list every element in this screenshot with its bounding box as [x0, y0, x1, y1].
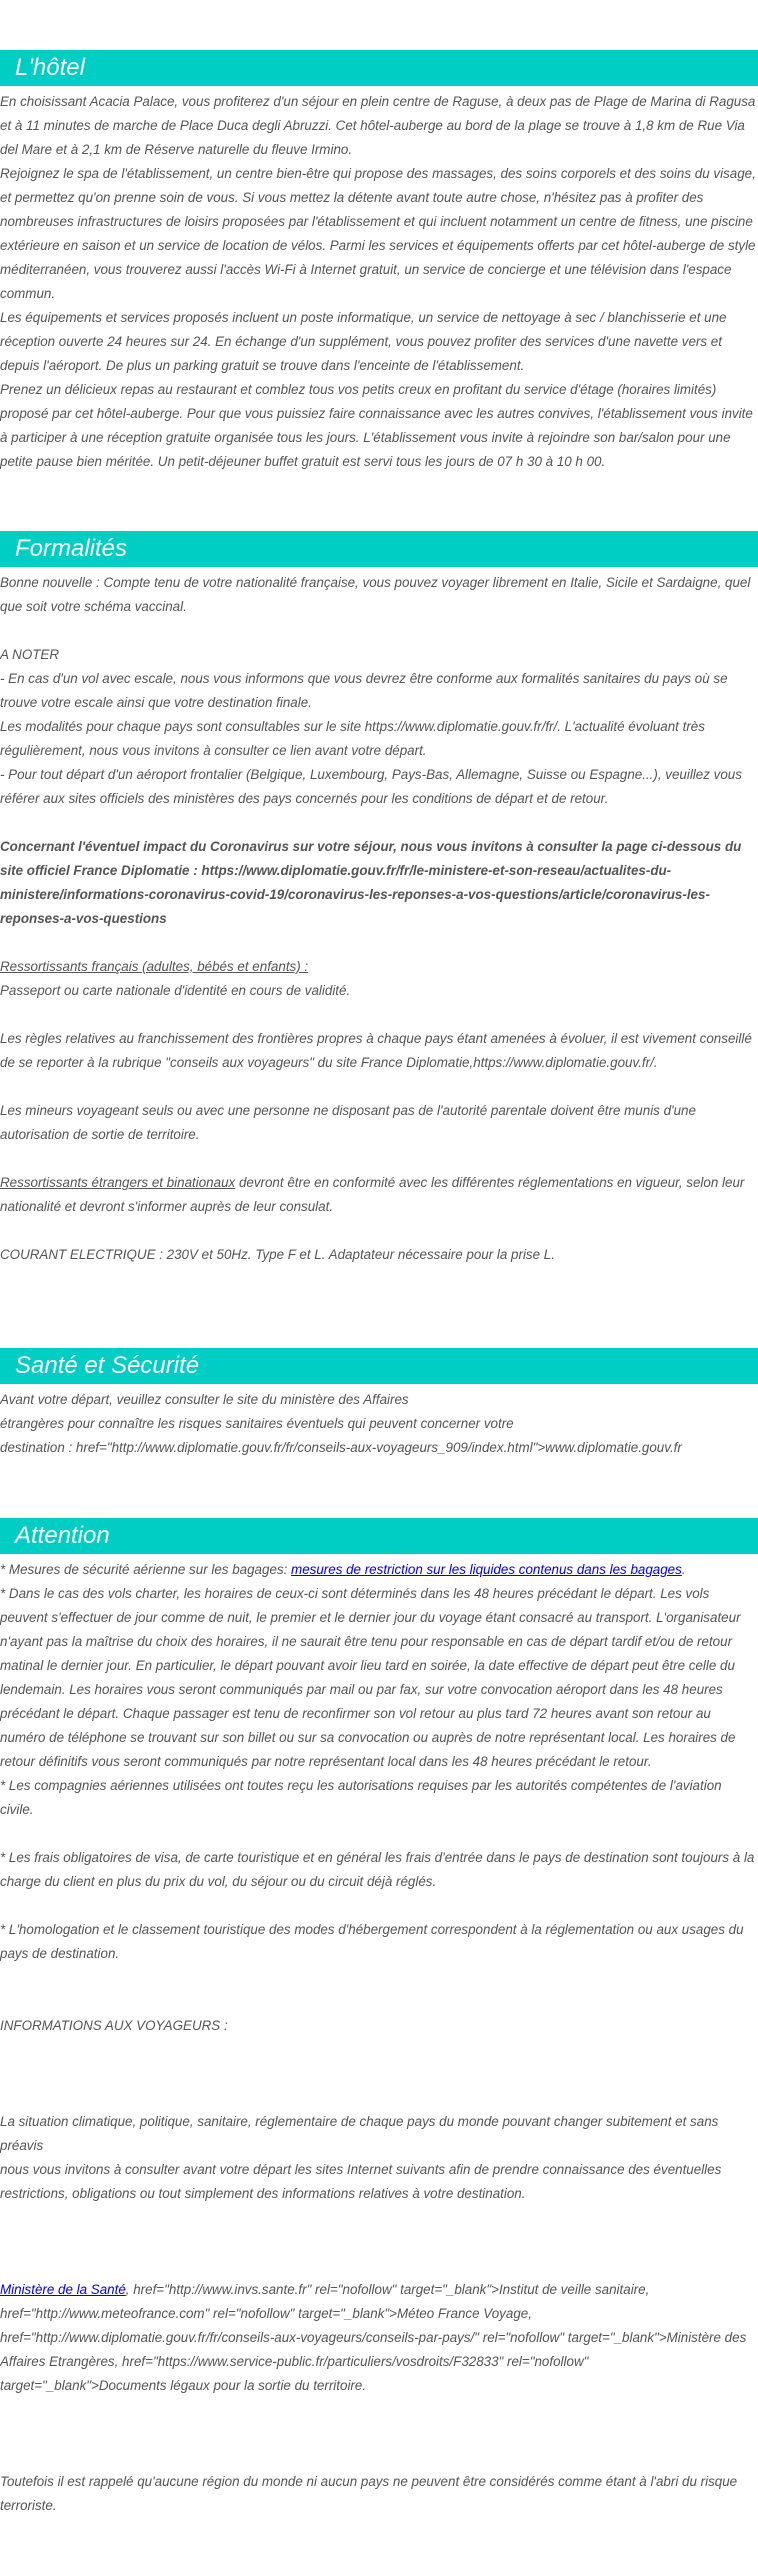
- sante-section: [0, 1348, 758, 1460]
- attention-sites-text: , href="http://www.invs.sante.fr" rel="nofollow" target="_blank">Institut de veille sanitaire, href="http://www.meteofrance.com" rel="nofollow" target="_blank">Méteo France Voyage, href="http://www.diplomatie.gouv.fr/fr/conseils-aux-voyageurs/conseils-par-pays/" rel="nofollow" target="_blank">Ministère des Affaires Etrangères, href="https://www.service-public.fr/particuliers/vosdroits/F32833" rel="nofollow" target="_blank">Documents légaux pour la sortie du territoire.: [0, 2282, 747, 2393]
- attention-situation-1: La situation climatique, politique, sanitaire, réglementaire de chaque pays du monde pouvant changer subitement et sans préavis: [0, 2114, 719, 2153]
- hotel-title: L'hôtel: [0, 50, 758, 86]
- sante-line-1: Avant votre départ, veuillez consulter le site du ministère des Affaires: [0, 1392, 409, 1407]
- sante-body: [0, 1388, 758, 1460]
- formalites-title: Formalités: [0, 531, 758, 567]
- attention-section: [0, 1518, 758, 2518]
- ministere-sante-link[interactable]: Ministère de la Santé: [0, 2282, 126, 2297]
- attention-charter: * Dans le cas des vols charter, les horaires de ceux-ci sont déterminés dans les 48 heures précédant le départ. Les vols peuvent s'effectuer de jour comme de nuit, le premier et le dernier jour du voyage étant consacré au transport. L'organisateur n'ayant pas la maîtrise du choix des horaires, il ne saurait être tenu pour responsable en cas de départ tardif et/ou de retour matinal le dernier jour. En particulier, le départ pouvant avoir lieu tard en soirée, la date effective de départ peut être celle du lendemain. Les horaires vous seront communiqués par mail ou par fax, sur votre convocation aéroport dans les 48 heures précédant le départ. Chaque passager est tenu de reconfirmer son vol retour au plus tard 72 heures avant son retour au numéro de téléphone se trouvant sur son billet ou sur sa convocation ou auprès de notre représentant local. Les horaires de retour définitifs vous seront communiqués par notre représentant local dans les 48 heures précédant le retour.: [0, 1586, 741, 1769]
- hotel-paragraph-4: Prenez un délicieux repas au restaurant et comblez tous vos petits creux en profitant du service d'étage (horaires limités) proposé par cet hôtel-auberge. Pour que vous puissiez faire connaissance avec les autres convives, l'établissement vous invite à participer à une réception gratuite organisée tous les jours. L'établissement vous invite à rejoindre son bar/salon pour une petite pause bien méritée. Un petit-déjeuner buffet gratuit est servi tous les jours de 07 h 30 à 10 h 00.: [0, 382, 753, 469]
- attention-mesures-prefix: * Mesures de sécurité aérienne sur les bagages:: [0, 1562, 292, 1577]
- attention-situation-2: nous vous invitons à consulter avant votre départ les sites Internet suivants afin de prendre connaissance des éventuelles restrictions, obligations ou tout simplement des informations relatives à votre destination.: [0, 2162, 722, 2201]
- attention-body: [0, 1558, 758, 2518]
- formalites-coronavirus: Concernant l'éventuel impact du Coronavirus sur votre séjour, nous vous invitons à consulter la page ci-dessous du site officiel France Diplomatie : https://www.diplomatie.gouv.fr/fr/le-ministere-et-son-reseau/actualites-du-ministere/informations-coronavirus-covid-19/coronavirus-les-reponses-a-vos-questions/article/coronavirus-les-reponses-a-vos-questions: [0, 839, 742, 926]
- attention-terrorisme: Toutefois il est rappelé qu'aucune région du monde ni aucun pays ne peuvent être considérés comme étant à l'abri du risque terroriste.: [0, 2474, 738, 2513]
- hotel-paragraph-2: Rejoignez le spa de l'établissement, un centre bien-être qui propose des massages, des soins corporels et des soins du visage, et permettez qu'on prenne soin de vous. Si vous mettez la détente avant toute autre chose, n'hésitez pas à profiter des nombreuses infrastructures de loisirs proposées par l'établissement et qui incluent notamment un centre de fitness, une piscine extérieure en saison et un service de location de vélos. Parmi les services et équipements offerts par cet hôtel-auberge de style méditerranéen, vous trouverez aussi l'accès Wi-Fi à Internet gratuit, un service de concierge et une télévision dans l'espace commun.: [0, 166, 756, 301]
- formalites-regles: Les règles relatives au franchissement des frontières propres à chaque pays étant amenées à évoluer, il est vivement conseillé de se reporter à la rubrique "conseils aux voyageurs" du site France Diplomatie,https://www.diplomatie.gouv.fr/.: [0, 1031, 752, 1070]
- formalites-ressortissants-francais-label: Ressortissants français (adultes, bébés et enfants) :: [0, 959, 309, 974]
- attention-mesures: [0, 1558, 758, 1582]
- hotel-section: [0, 50, 758, 474]
- formalites-section: [0, 531, 758, 1267]
- formalites-body: [0, 571, 758, 1267]
- formalites-ressortissants-francais-text: Passeport ou carte nationale d'identité en cours de validité.: [0, 983, 351, 998]
- formalites-ressortissants-etrangers: [0, 1171, 758, 1219]
- hotel-body: [0, 90, 758, 474]
- attention-compagnies: * Les compagnies aériennes utilisées ont toutes reçu les autorisations requises par les autorités compétentes de l'aviation civile.: [0, 1778, 722, 1817]
- formalites-mineurs: Les mineurs voyageant seuls ou avec une personne ne disposant pas de l'autorité parentale doivent être munis d'une autorisation de sortie de territoire.: [0, 1103, 696, 1142]
- formalites-a-noter-frontalier: - Pour tout départ d'un aéroport frontalier (Belgique, Luxembourg, Pays-Bas, Allemagne, Suisse ou Espagne...), veuillez vous référer aux sites officiels des ministères des pays concernés pour les conditions de départ et de retour.: [0, 767, 742, 806]
- hotel-paragraph-1: En choisissant Acacia Palace, vous profiterez d'un séjour en plein centre de Raguse, à deux pas de Plage de Marina di Ragusa et à 11 minutes de marche de Place Duca degli Abruzzi. Cet hôtel-auberge au bord de la plage se trouve à 1,8 km de Rue Via del Mare et à 2,1 km de Réserve naturelle du fleuve Irmino.: [0, 94, 756, 157]
- formalites-nationalite: Bonne nouvelle : Compte tenu de votre nationalité française, vous pouvez voyager librement en Italie, Sicile et Sardaigne, quel que soit votre schéma vaccinal.: [0, 575, 751, 614]
- attention-informations-voyageurs: INFORMATIONS AUX VOYAGEURS :: [0, 2018, 228, 2033]
- attention-mesures-suffix: .: [681, 1562, 686, 1577]
- sante-line-2: étrangères pour connaître les risques sanitaires éventuels qui peuvent concerner votre: [0, 1416, 514, 1431]
- sante-title: Santé et Sécurité: [0, 1348, 758, 1384]
- formalites-a-noter-modalites: Les modalités pour chaque pays sont consultables sur le site https://www.diplomatie.gouv.fr/fr/. L'actualité évoluant très régulièrement, nous vous invitons à consulter ce lien avant votre départ.: [0, 719, 705, 758]
- attention-title: Attention: [0, 1518, 758, 1554]
- attention-homologation: * L'homologation et le classement touristique des modes d'hébergement correspondent à la réglementation ou aux usages du pays de destination.: [0, 1922, 744, 1961]
- attention-frais: * Les frais obligatoires de visa, de carte touristique et en général les frais d'entrée dans le pays de destination sont toujours à la charge du client en plus du prix du vol, du séjour ou du circuit déjà réglés.: [0, 1850, 755, 1889]
- attention-sites: [0, 2278, 758, 2398]
- formalites-a-noter-escale: - En cas d'un vol avec escale, nous vous informons que vous devrez être conforme aux formalités sanitaires du pays où se trouve votre escale ainsi que votre destination finale.: [0, 671, 728, 710]
- formalites-ressortissants-etrangers-text: devront être en conformité avec les différentes réglementations en vigueur, selon leur nationalité et devront s'informer auprès de leur consulat.: [0, 1175, 745, 1214]
- liquides-restriction-link[interactable]: mesures de restriction sur les liquides contenus dans les bagages: [291, 1562, 682, 1577]
- sante-line-3: destination : href="http://www.diplomatie.gouv.fr/fr/conseils-aux-voyageurs_909/index.html">www.diplomatie.gouv.fr: [0, 1440, 682, 1455]
- formalites-a-noter-title: A NOTER: [0, 647, 60, 662]
- formalites-ressortissants-etrangers-label: Ressortissants étrangers et binationaux: [0, 1175, 236, 1190]
- hotel-paragraph-3: Les équipements et services proposés incluent un poste informatique, un service de nettoyage à sec / blanchisserie et une réception ouverte 24 heures sur 24. En échange d'un supplément, vous pouvez profiter des services d'une navette vers et depuis l'aéroport. De plus un parking gratuit se trouve dans l'enceinte de l'établissement.: [0, 310, 727, 373]
- formalites-courant-electrique: COURANT ELECTRIQUE : 230V et 50Hz. Type F et L. Adaptateur nécessaire pour la prise L.: [0, 1247, 555, 1262]
